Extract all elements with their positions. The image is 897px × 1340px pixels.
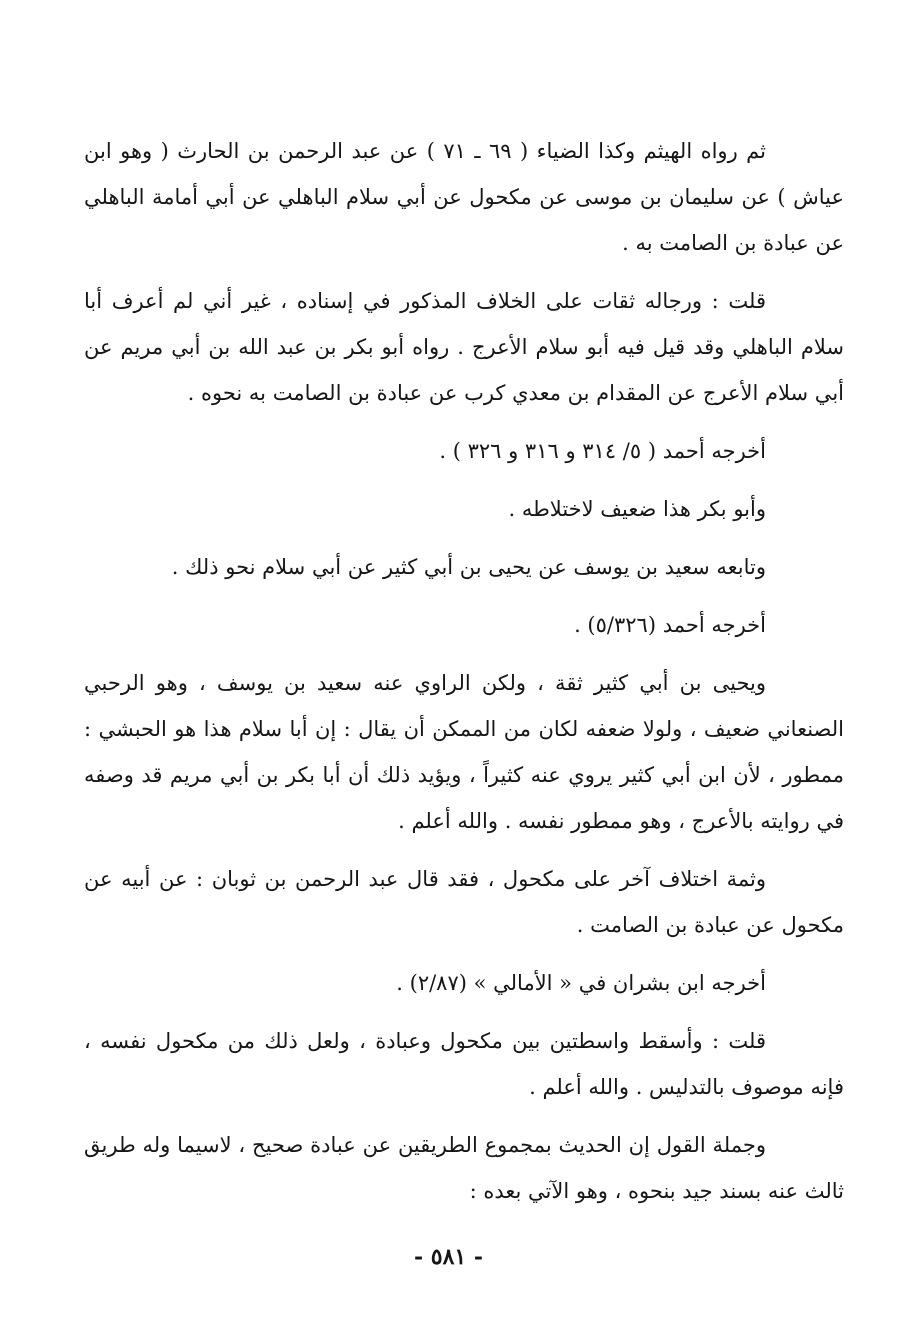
paragraph-2: قلت : ورجاله ثقات على الخلاف المذكور في إسناده ، غير أني لم أعرف أبا سلام الباهلي وقد قيل فيه أبو سلام الأعرج . رواه أبو بكر بن عبد الله بن أبي مريم عن أبي سلام الأعرج عن المقدام بن معدي كرب عن عبادة بن الصامت به نحوه . bbox=[84, 289, 844, 405]
paragraph-11: وجملة القول إن الحديث بمجموع الطريقين عن عبادة صحيح ، لاسيما وله طريق ثالث عنه بسند جيد بنحوه ، وهو الآتي بعده : bbox=[84, 1133, 844, 1203]
paragraph-5: وتابعه سعيد بن يوسف عن يحيى بن أبي كثير عن أبي سلام نحو ذلك . bbox=[171, 555, 766, 579]
paragraph-4: وأبو بكر هذا ضعيف لاختلاطه . bbox=[508, 497, 766, 521]
paragraph-1: ثم رواه الهيثم وكذا الضياء ( ٦٩ ـ ٧١ ) عن عبد الرحمن بن الحارث ( وهو ابن عياش ) عن سليمان بن موسى عن مكحول عن أبي سلام الباهلي عن أبي أمامة الباهلي عن عبادة بن الصامت به . bbox=[84, 139, 844, 255]
paragraph-9: أخرجه ابن بشران في « الأمالي » (٢/٨٧) . bbox=[396, 971, 766, 995]
page-number: - ٥٨١ - bbox=[413, 1244, 484, 1270]
paragraph-6: أخرجه أحمد (٥/٣٢٦) . bbox=[574, 613, 766, 637]
paragraph-8: وثمة اختلاف آخر على مكحول ، فقد قال عبد الرحمن بن ثوبان : عن أبيه عن مكحول عن عبادة بن الصامت . bbox=[84, 867, 844, 937]
paragraph-3: أخرجه أحمد ( ٥/ ٣١٤ و ٣١٦ و ٣٢٦ ) . bbox=[439, 439, 766, 463]
paragraph-7: ويحيى بن أبي كثير ثقة ، ولكن الراوي عنه سعيد بن يوسف ، وهو الرحبي الصنعاني ضعيف ، ولولا ضعفه لكان من الممكن أن يقال : إن أبا سلام هذا هو الحبشي : ممطور ، لأن ابن أبي كثير يروي عنه كثيراً ، ويؤيد ذلك أن أبا بكر بن أبي مريم قد وصفه في روايته بالأعرج ، وهو ممطور نفسه . والله أعلم . bbox=[84, 671, 844, 833]
page-body bbox=[84, 128, 844, 1278]
paragraph-10: قلت : وأسقط واسطتين بين مكحول وعبادة ، ولعل ذلك من مكحول نفسه ، فإنه موصوف بالتدليس . والله أعلم . bbox=[84, 1029, 844, 1099]
